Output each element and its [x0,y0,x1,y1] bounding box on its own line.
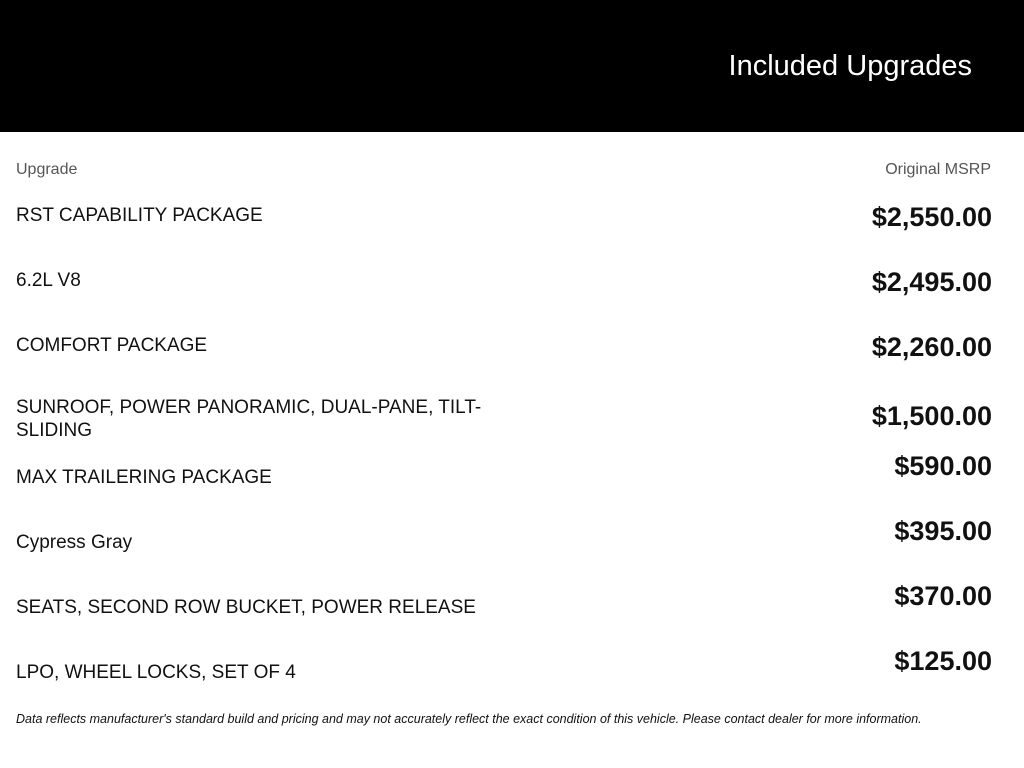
upgrade-price: $395.00 [894,516,992,546]
page-title: Included Upgrades [728,50,972,82]
upgrade-row [0,190,1024,255]
upgrade-row [0,580,1024,645]
upgrade-row [0,515,1024,580]
upgrades-list [0,190,1024,710]
upgrade-row [0,320,1024,385]
upgrade-price: $2,550.00 [871,202,992,232]
header-bar [0,0,1024,132]
upgrade-name: MAX TRAILERING PACKAGE [16,467,272,488]
upgrade-name: COMFORT PACKAGE [16,335,208,356]
upgrade-row [0,645,1024,710]
upgrade-price: $2,495.00 [871,267,992,297]
column-header-msrp: Original MSRP [885,161,991,178]
upgrade-price: $125.00 [894,646,992,676]
upgrade-row [0,450,1024,515]
upgrade-price: $2,260.00 [871,332,992,362]
upgrade-price: $590.00 [894,451,992,481]
upgrade-price: $1,500.00 [871,401,992,431]
upgrade-row [0,385,1024,450]
upgrade-price: $370.00 [894,581,992,611]
upgrade-name: RST CAPABILITY PACKAGE [16,205,263,226]
column-header-upgrade: Upgrade [16,161,78,178]
upgrade-name: Cypress Gray [16,532,133,553]
upgrade-name: LPO, WHEEL LOCKS, SET OF 4 [16,662,296,683]
upgrade-name: 6.2L V8 [16,270,81,291]
upgrade-name: SUNROOF, POWER PANORAMIC, DUAL-PANE, TILT-SLIDING [16,397,482,441]
disclaimer-text: Data reflects manufacturer's standard build and pricing and may not accurately reflect the exact condition of this vehicle. Please contact dealer for more information. [16,712,922,726]
upgrade-name: SEATS, SECOND ROW BUCKET, POWER RELEASE [16,597,476,618]
upgrade-row [0,255,1024,320]
